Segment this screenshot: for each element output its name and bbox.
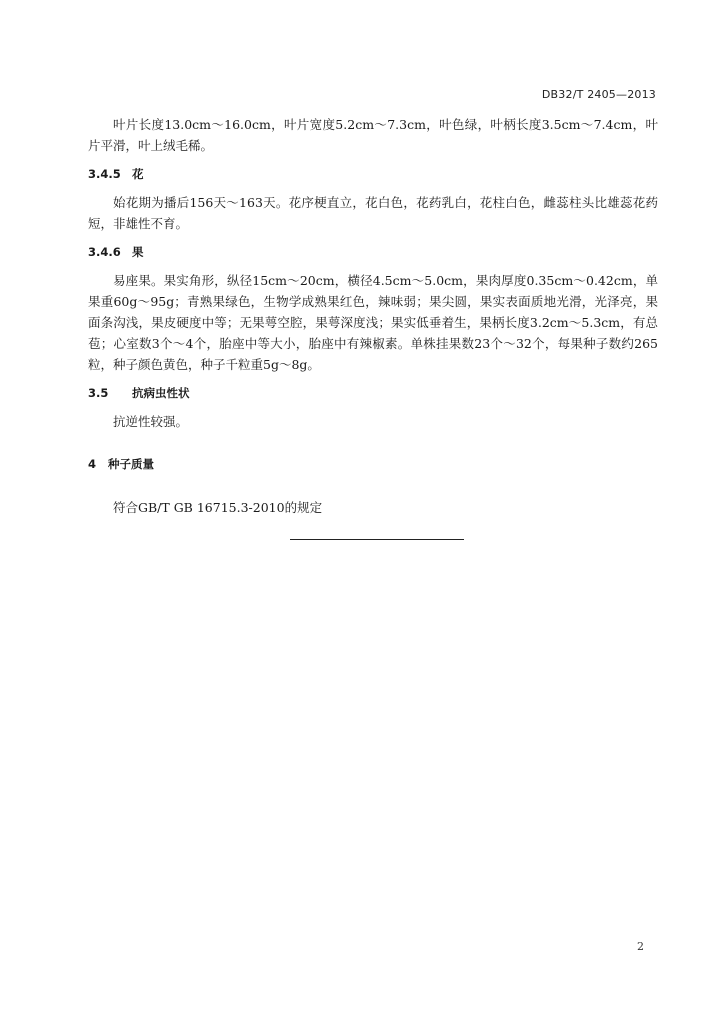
section-title: 种子质量 xyxy=(108,457,154,471)
section-title: 果 xyxy=(132,245,144,259)
document-body xyxy=(88,114,658,518)
standard-code-header: DB32/T 2405—2013 xyxy=(541,88,656,101)
section-heading-flower xyxy=(88,164,658,185)
fruit-paragraph: 易座果。果实角形，纵径15cm～20cm，横径4.5cm～5.0cm，果肉厚度0.35cm～0.42cm，单果重60g～95g；青熟果绿色，生物学成熟果红色，辣味弱；果尖圆，果实表面质地光滑，光泽亮，果面条沟浅，果皮硬度中等；无果萼空腔，果萼深度浅；果实低垂着生，果柄长度3.2cm～5.3cm，有总苞；心室数3个～4个，胎座中等大小，胎座中有辣椒素。单株挂果数23个～32个，每果种子数约265粒，种子颜色黄色，种子千粒重5g～8g。 xyxy=(88,273,658,372)
section-title: 抗病虫性状 xyxy=(132,386,190,400)
flower-paragraph: 始花期为播后156天～163天。花序梗直立，花白色，花药乳白，花柱白色，雌蕊柱头比雄蕊花药短，非雄性不育。 xyxy=(88,195,658,231)
resistance-paragraph: 抗逆性较强。 xyxy=(113,414,189,429)
section-number: 4 xyxy=(88,457,97,471)
section-title: 花 xyxy=(132,167,144,181)
section-heading-seed-quality xyxy=(88,454,658,475)
end-of-document-rule xyxy=(290,539,464,540)
seed-quality-paragraph: 符合GB/T GB 16715.3-2010的规定 xyxy=(113,500,323,515)
section-heading-resistance xyxy=(88,383,658,404)
section-heading-fruit xyxy=(88,242,658,263)
page-number: 2 xyxy=(637,940,644,953)
section-number: 3.5 xyxy=(88,386,109,400)
leaf-paragraph: 叶片长度13.0cm～16.0cm，叶片宽度5.2cm～7.3cm，叶色绿，叶柄长度3.5cm～7.4cm，叶片平滑，叶上绒毛稀。 xyxy=(88,117,658,153)
section-number: 3.4.6 xyxy=(88,245,121,259)
section-number: 3.4.5 xyxy=(88,167,121,181)
